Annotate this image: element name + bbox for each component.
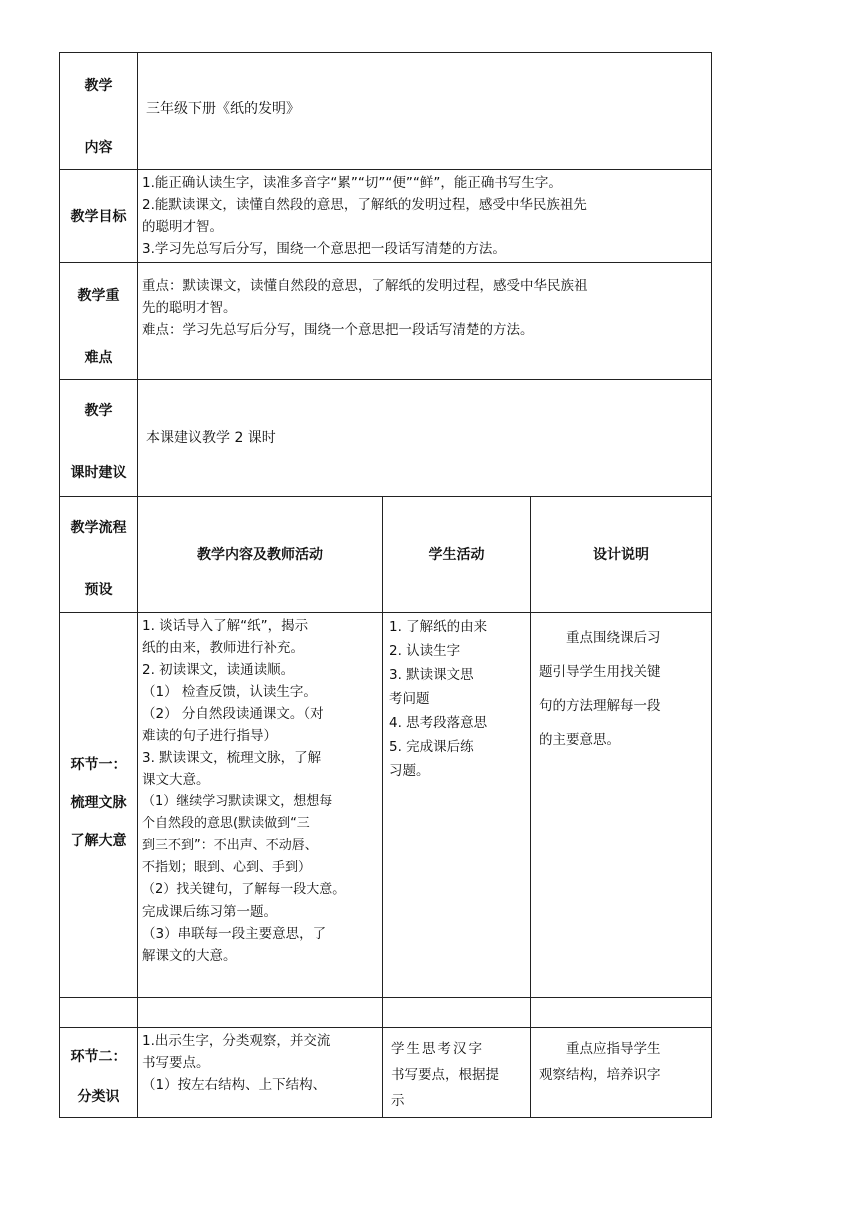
label-key-points-line-2: 难点 [84,350,113,366]
header-design-notes-text: 设计说明 [593,546,649,563]
stage-1-student-line-2: 2. 认读生字 [389,643,461,659]
stage-1-student-line-7: 习题。 [389,763,430,779]
stage-1-teacher-line-11: 到三不到”：不出声、不动唇、 [142,838,318,853]
label-stage-1 [60,613,138,998]
stage-1-teacher [138,613,383,998]
label-hours-line-2: 课时建议 [70,465,127,481]
stage-1-teacher-line-9: （1）继续学习默读课文，想想每 [142,794,333,809]
key-point-line-1: 重点：默读课文，读懂自然段的意思，了解纸的发明过程，感受中华民族祖 [142,278,588,294]
hours-value [138,380,712,497]
lesson-plan-table [59,52,712,1118]
content-value [138,53,712,170]
label-content-line-2: 内容 [84,140,113,156]
label-hours [60,380,138,497]
stage-2-teacher [138,1028,383,1118]
header-teacher-activity-text: 教学内容及教师活动 [197,546,323,563]
label-goals-text: 教学目标 [70,209,127,225]
stage-2-student-line-3: 示 [391,1093,405,1109]
stage-1-design-line-4: 的主要意思。 [539,732,620,748]
stage-1-student [383,613,531,998]
stage-1-design-line-2: 题引导学生用找关键 [539,664,661,680]
stage-2-teacher-line-1: 1.出示生字，分类观察，并交流 [142,1033,331,1049]
row-gap [60,998,712,1028]
label-stage-1-line-2: 梳理文脉 [70,795,127,811]
stage-2-student-line-2: 书写要点，根据提 [391,1067,499,1083]
gap-cell-1 [60,998,138,1028]
stage-2-design-line-2: 观察结构，培养识字 [539,1067,661,1083]
row-key-points [60,263,712,380]
stage-1-student-line-4: 考问题 [389,691,430,707]
gap-cell-4 [531,998,712,1028]
key-point-line-2: 先的聪明才智。 [142,300,237,316]
row-stage-1 [60,613,712,998]
stage-1-teacher-line-16: 解课文的大意。 [142,948,237,964]
row-stage-2 [60,1028,712,1118]
stage-2-student-line-1: 学生思考汉字 [391,1041,484,1057]
stage-1-student-line-5: 4. 思考段落意思 [389,715,488,731]
key-point-line-3: 难点：学习先总写后分写，围绕一个意思把一段话写清楚的方法。 [142,322,534,338]
label-content-line-1: 教学 [84,78,113,94]
stage-1-teacher-line-14: 完成课后练习第一题。 [142,904,277,920]
stage-1-design-line-1: 重点围绕课后习 [539,630,661,646]
hours-text: 本课建议教学 2 课时 [146,430,276,446]
label-flow-line-2: 预设 [84,582,113,598]
stage-1-teacher-line-7: 3. 默读课文，梳理文脉，了解 [142,750,322,766]
label-content [60,53,138,170]
label-stage-2-line-2: 分类识 [77,1089,120,1105]
goal-line-2: 2.能默读课文，读懂自然段的意思，了解纸的发明过程，感受中华民族祖先 [142,197,587,213]
stage-1-teacher-line-8: 课文大意。 [142,772,210,788]
stage-2-teacher-line-2: 书写要点。 [142,1055,210,1071]
stage-1-teacher-line-3: 2. 初读课文，读通读顺。 [142,662,295,678]
header-student-activity [383,497,531,613]
goal-line-3: 的聪明才智。 [142,219,223,235]
label-goals [60,170,138,263]
gap-cell-2 [138,998,383,1028]
stage-1-design [531,613,712,998]
stage-2-student [383,1028,531,1118]
stage-1-student-line-3: 3. 默读课文思 [389,667,474,683]
stage-1-teacher-line-2: 纸的由来，教师进行补充。 [142,640,304,656]
stage-1-teacher-line-1: 1. 谈话导入了解“纸”，揭示 [142,618,309,634]
stage-1-teacher-line-13: （2）找关键句，了解每一段大意。 [142,882,346,897]
stage-1-teacher-line-6: 难读的句子进行指导） [142,728,277,744]
stage-2-design [531,1028,712,1118]
lesson-title: 三年级下册《纸的发明》 [146,101,300,117]
label-hours-line-1: 教学 [84,403,113,419]
row-flow-header [60,497,712,613]
goals-value [138,170,712,263]
label-flow-line-1: 教学流程 [70,520,127,536]
stage-1-teacher-line-4: （1） 检查反馈，认读生字。 [142,684,317,700]
stage-1-student-line-6: 5. 完成课后练 [389,739,474,755]
stage-2-teacher-line-3: （1）按左右结构、上下结构、 [142,1077,327,1093]
stage-1-teacher-line-12: 不指划；眼到、心到、手到） [142,860,312,875]
header-design-notes [531,497,712,613]
key-points-value [138,263,712,380]
gap-cell-3 [383,998,531,1028]
stage-1-teacher-line-10: 个自然段的意思(默读做到“三 [142,816,310,831]
label-stage-1-line-3: 了解大意 [70,833,127,849]
stage-1-design-line-3: 句的方法理解每一段 [539,698,661,714]
goal-line-1: 1.能正确认读生字，读准多音字“累”“切”“便”“鲜”，能正确书写生字。 [142,175,562,191]
label-key-points [60,263,138,380]
row-goals [60,170,712,263]
label-stage-1-line-1: 环节一： [70,757,127,773]
header-teacher-activity [138,497,383,613]
row-hours [60,380,712,497]
label-flow [60,497,138,613]
goal-line-4: 3.学习先总写后分写，围绕一个意思把一段话写清楚的方法。 [142,241,506,257]
stage-1-teacher-line-5: （2） 分自然段读通课文。（对 [142,706,324,722]
label-key-points-line-1: 教学重 [77,288,120,304]
stage-2-design-line-1: 重点应指导学生 [539,1041,661,1057]
label-stage-2 [60,1028,138,1118]
stage-1-teacher-line-15: （3）串联每一段主要意思，了 [142,926,327,942]
stage-1-student-line-1: 1. 了解纸的由来 [389,619,488,635]
row-content [60,53,712,170]
header-student-activity-text: 学生活动 [428,546,485,563]
label-stage-2-line-1: 环节二： [70,1049,127,1065]
